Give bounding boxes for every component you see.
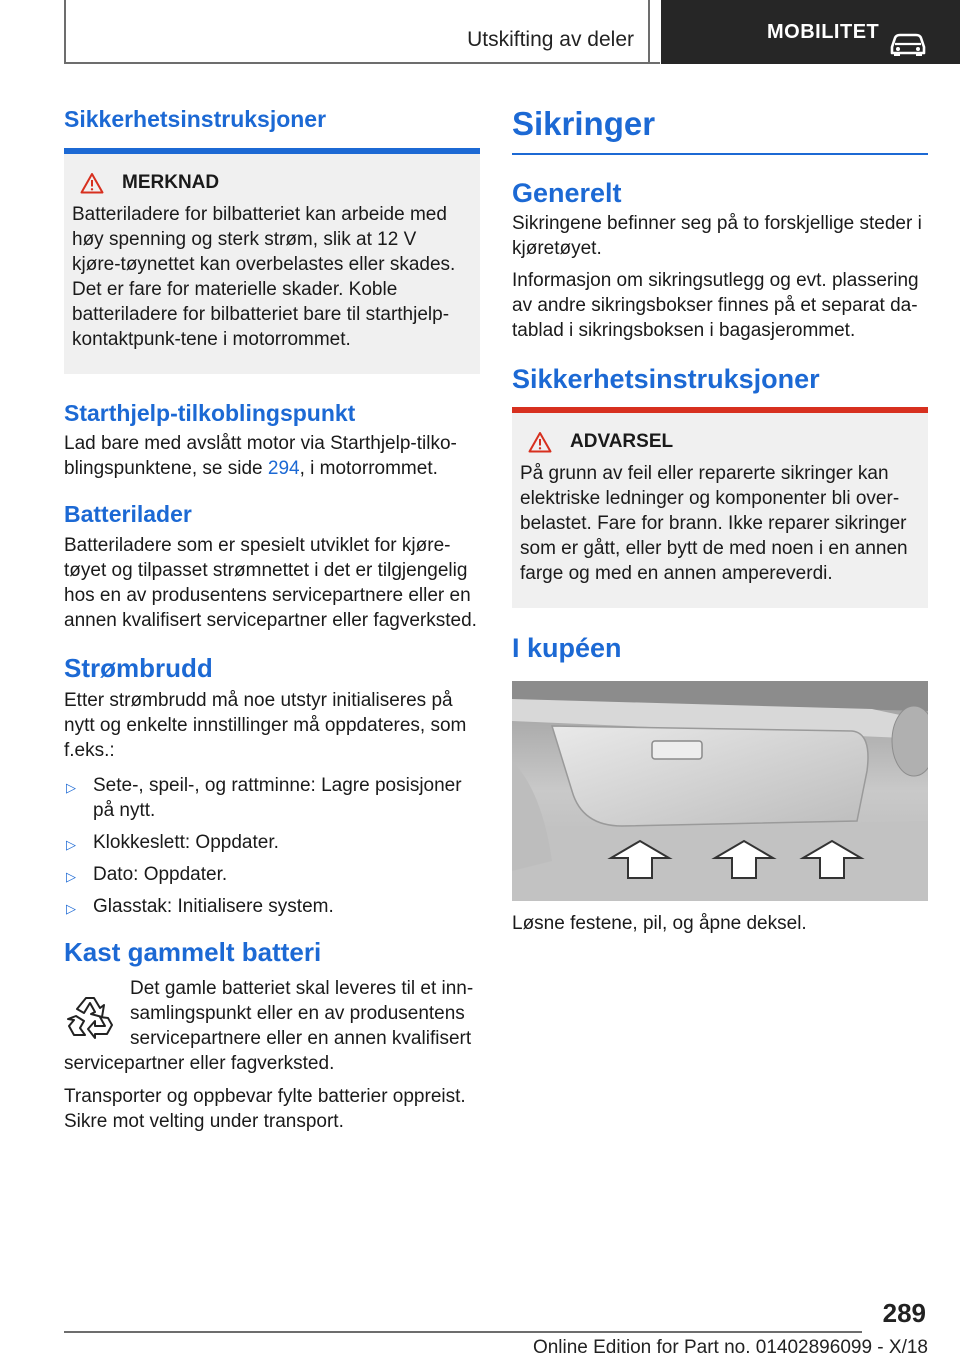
list-item bbox=[64, 830, 480, 855]
safety-heading: Sikkerhetsinstruksjoner bbox=[64, 106, 327, 132]
header-bottom-rule bbox=[64, 62, 660, 64]
general-text-2: Informasjon om sikringsutlegg og evt. plassering av andre sikringsbokser finnes på et separat da-tablad i sikringsboksen i bagasjerommet. bbox=[512, 269, 919, 341]
dispose-text: Det gamle batteriet skal leveres til et inn-samlingspunkt eller en av produsentens servicepartnere eller en annen kvalifisert servicepartner eller fagverksted. bbox=[64, 978, 474, 1075]
list-item bbox=[64, 894, 480, 919]
outage-list bbox=[64, 773, 480, 919]
jump-start-text bbox=[64, 431, 480, 481]
glovebox-illustration bbox=[512, 681, 928, 901]
page-ref-link[interactable]: 294 bbox=[267, 458, 300, 480]
warning-label: ADVARSEL bbox=[570, 431, 674, 453]
header-section-title: Utskifting av deler bbox=[467, 28, 634, 51]
cabin-heading: I kupéen bbox=[512, 633, 622, 664]
header-left-rule bbox=[64, 0, 66, 64]
fuses-heading: Sikringer bbox=[512, 105, 656, 142]
general-heading: Generelt bbox=[512, 177, 622, 208]
footer-edition: Online Edition for Part no. 01402896099 - X/18 bbox=[532, 1337, 928, 1358]
fuse-safety-heading: Sikkerhetsinstruksjoner bbox=[512, 363, 820, 394]
footer-rule bbox=[64, 1331, 862, 1333]
jump-text-after: , i motorrommet. bbox=[299, 458, 438, 480]
list-item-text: Dato: Oppdater. bbox=[93, 863, 228, 885]
page-number: 289 bbox=[882, 1298, 926, 1328]
charger-heading: Batterilader bbox=[64, 501, 192, 528]
jump-start-heading: Starthjelp-tilkoblingspunkt bbox=[64, 399, 356, 426]
bullet-triangle-icon: ▷ bbox=[66, 779, 76, 795]
dispose-heading: Kast gammelt batteri bbox=[64, 936, 322, 967]
outage-text: Etter strømbrudd må noe utstyr initialiseres på nytt og enkelte innstillinger må oppdateres, som f.eks.: bbox=[64, 689, 467, 761]
right-column bbox=[512, 96, 928, 936]
photo-caption: Løsne festene, pil, og åpne deksel. bbox=[512, 912, 807, 934]
glovebox-photo bbox=[512, 681, 928, 901]
warning-triangle-icon bbox=[80, 172, 104, 194]
bullet-triangle-icon: ▷ bbox=[66, 836, 76, 852]
list-item-text: Sete-, speil-, og rattminne: Lagre posisjoner på nytt. bbox=[93, 774, 462, 821]
notice-text: Batteriladere for bilbatteriet kan arbeide med høy spenning og sterk strøm, slik at 12 V kjøre-tøynettet kan overbelastes eller skades. Det er fare for materielle skader. Koble batteriladere for bilbatteriet bare til starthjelp-kontaktpunk-tene i motorrommet. bbox=[72, 203, 456, 350]
header-divider bbox=[648, 0, 650, 64]
warning-triangle-icon bbox=[528, 431, 552, 453]
list-item-text: Glasstak: Initialisere system. bbox=[93, 895, 334, 917]
notice-label: MERKNAD bbox=[122, 171, 220, 193]
recycle-icon bbox=[64, 988, 120, 1044]
charger-text: Batteriladere som er spesielt utviklet for kjøre-tøyet og tilpasset strømnettet i det er tilgjengelig hos en av produsentens servicepartnere eller en annen kvalifisert servicepartner eller fagverksted. bbox=[64, 534, 477, 631]
list-item bbox=[64, 773, 480, 823]
bullet-triangle-icon: ▷ bbox=[66, 868, 76, 884]
dispose-block bbox=[64, 976, 480, 1076]
warning-header bbox=[520, 431, 918, 453]
outage-heading: Strømbrudd bbox=[64, 652, 213, 683]
dispose-text-2: Transporter og oppbevar fylte batterier oppreist. Sikre mot velting under transport. bbox=[64, 1086, 466, 1133]
jump-text-before: Lad bare med avslått motor via Starthjelp-tilko-blingspunktene, se side bbox=[64, 433, 457, 480]
list-item bbox=[64, 862, 480, 887]
warning-text: På grunn av feil eller reparerte sikringer kan elektriske ledninger og komponenter bli over-belastet. Fare for brann. Ikke reparer sikringer som er gått, eller bytt de med noen i en annen farge og med en annen ampereverdi. bbox=[520, 463, 908, 585]
warning-box bbox=[512, 413, 928, 608]
notice-box bbox=[64, 154, 480, 374]
left-column bbox=[64, 96, 480, 1134]
notice-header bbox=[72, 172, 470, 194]
bullet-triangle-icon: ▷ bbox=[66, 900, 76, 916]
list-item-text: Klokkeslett: Oppdater. bbox=[93, 831, 279, 853]
fuses-rule bbox=[512, 153, 928, 155]
car-icon bbox=[888, 29, 928, 57]
chapter-title: MOBILITET bbox=[767, 20, 880, 43]
general-text-1: Sikringene befinner seg på to forskjellige steder i kjøretøyet. bbox=[512, 212, 922, 259]
